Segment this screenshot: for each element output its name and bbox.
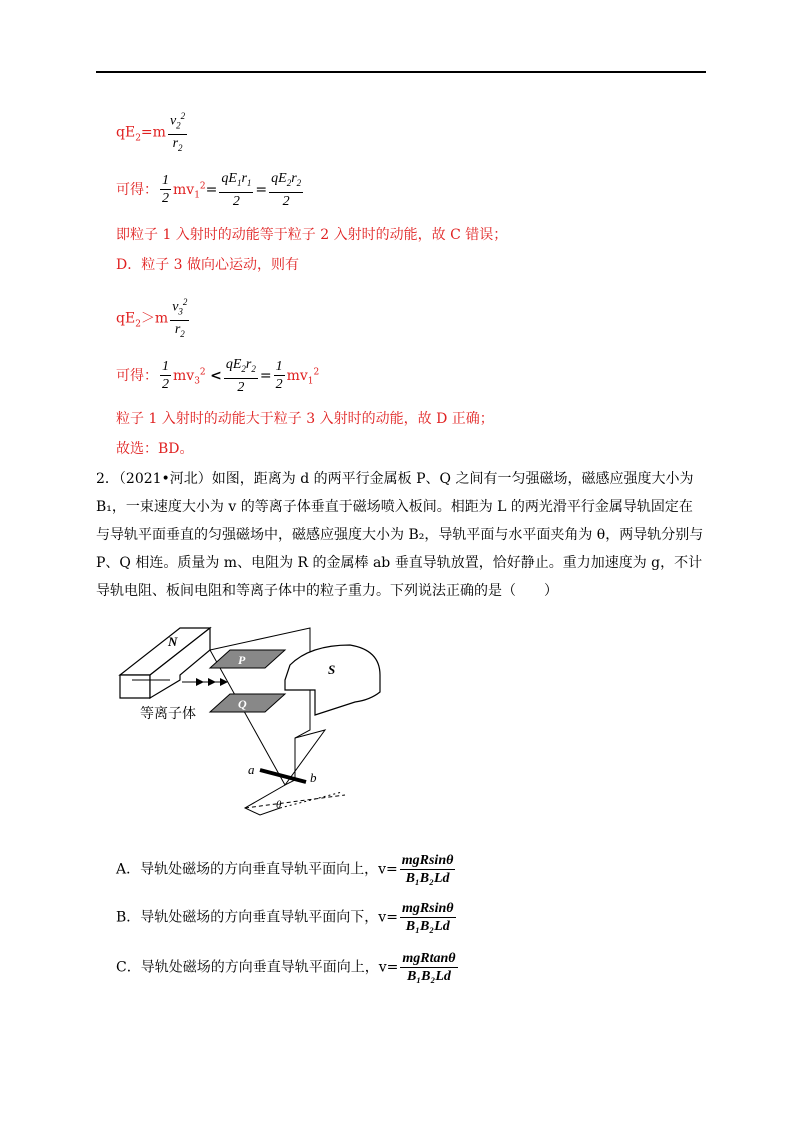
eq2-fraction	[170, 294, 189, 343]
plate-p	[210, 650, 285, 668]
half3-den: 2	[275, 377, 283, 393]
mv-1b: mv	[286, 367, 308, 384]
qE2r2b-q: qE	[225, 357, 242, 372]
eq1-op: =m	[140, 124, 166, 141]
qE2r2b-sub2: 2	[251, 363, 256, 374]
mv-1: mv	[173, 181, 195, 198]
label-b: b	[310, 770, 317, 785]
label-plasma: 等离子体	[140, 706, 196, 722]
label-p: P	[238, 653, 246, 667]
option-a-den: B₁B₂Ld	[405, 871, 450, 886]
half-fraction-1	[160, 172, 171, 207]
eq2-num-sup: 2	[182, 297, 188, 307]
qE2r2-r: r	[291, 171, 297, 186]
eq1-num: v	[169, 113, 177, 129]
mv-1-sup: 2	[199, 181, 206, 192]
mv-1b-sub: 1	[307, 376, 314, 387]
mv-3-sub: 3	[194, 376, 200, 387]
mv-3-sup: 2	[199, 367, 206, 378]
option-c-den: B₁B₂Ld	[406, 969, 451, 984]
label-a: a	[248, 762, 255, 777]
eq2-lhs: qE	[116, 310, 136, 327]
option-c-fraction	[400, 950, 457, 985]
question-2	[96, 465, 706, 605]
eq2-den-sub: 2	[180, 329, 185, 340]
eq1-num-sup: 2	[180, 111, 186, 121]
qE2r2-q: qE	[271, 171, 287, 186]
magnet-s	[285, 645, 380, 715]
option-a-label: A．导轨处磁场的方向垂直导轨平面向上，v=	[116, 861, 398, 878]
half2-den: 2	[162, 377, 169, 393]
option-a-fraction	[400, 852, 456, 887]
mv-1-sub: 1	[194, 190, 200, 201]
option-b-label: B．导轨处磁场的方向垂直导轨平面向下，v=	[116, 909, 398, 926]
label-n: N	[168, 634, 178, 649]
mv-3: mv	[173, 367, 195, 384]
qE1r1-fraction	[219, 170, 253, 210]
eq1-lhs-sub: 2	[135, 133, 141, 144]
keyi-label-1: 可得：	[116, 181, 158, 198]
eq2-num: v	[172, 299, 179, 315]
equation-3	[116, 294, 191, 343]
option-a-num: mgRsinθ	[401, 853, 454, 868]
qE2r2-den: 2	[282, 193, 290, 209]
eq-sign-a: =	[205, 181, 218, 198]
physics-figure	[110, 620, 400, 820]
qE1r1-sub1: 1	[236, 177, 242, 188]
plasma-arrows	[182, 678, 228, 686]
equation-1	[116, 108, 189, 157]
qE2r2-sub1: 2	[286, 177, 292, 188]
solution-line-8: 故选：BD。	[116, 441, 194, 457]
option-b[interactable]	[116, 900, 458, 935]
plate-q	[210, 694, 285, 712]
option-c-label: C．导轨处磁场的方向垂直导轨平面向上，v=	[116, 959, 399, 976]
solution-line-4: D．粒子 3 做向心运动，则有	[116, 257, 300, 273]
equation-4	[116, 356, 319, 396]
qE1r1-den: 2	[232, 193, 240, 209]
half-den: 2	[162, 191, 169, 207]
eq1-num-sub: 2	[176, 120, 181, 131]
qE2r2b-sub1: 2	[241, 363, 246, 374]
lt-sign: <	[210, 367, 222, 384]
option-a[interactable]	[116, 852, 457, 887]
qE2r2b-r: r	[245, 357, 252, 372]
solution-line-7: 粒子 1 入射时的动能大于粒子 3 入射时的动能，故 D 正确；	[116, 411, 494, 427]
qE1r1-q: qE	[221, 171, 237, 186]
question-text: （2021•河北）如图，距离为 d 的两平行金属板 P、Q 之间有一匀强磁场，磁感应强度大小为 B₁，一束速度大小为 v 的等离子体垂直于磁场喷入板间。相距为 L 的两光滑平行金属导轨固定在与导轨平面垂直的匀强磁场中，磁感应强度大小为 B₂，导轨平面与水平面夹角为 θ，两导轨分别与 P、Q 相连。质量为 m、电阻为 R 的金属棒 ab 垂直导轨放置，恰好静止。重力加速度为 g，不计导轨电阻、板间电阻和等离子体中的粒子重力。下列说法正确的是（ ）	[96, 471, 704, 599]
keyi-label-2: 可得：	[116, 367, 158, 384]
label-q: Q	[238, 697, 247, 711]
qE2r2-sub2: 2	[296, 177, 302, 188]
eq1-lhs: qE	[116, 124, 136, 141]
eq-sign-c: =	[259, 367, 272, 384]
solution-line-3: 即粒子 1 入射时的动能等于粒子 2 入射时的动能，故 C 错误；	[116, 227, 508, 243]
eq2-op: ＞m	[140, 310, 169, 327]
qE2r2b-den: 2	[237, 379, 245, 395]
half-num: 1	[162, 173, 169, 189]
qE2r2-fraction	[269, 170, 303, 210]
equation-2	[116, 170, 305, 210]
eq-sign-b: =	[255, 181, 268, 198]
option-c[interactable]	[116, 950, 460, 985]
header-rule	[96, 71, 706, 73]
eq2-num-sub: 3	[178, 306, 183, 317]
qE1r1-r: r	[241, 171, 247, 186]
eq1-den-sub: 2	[178, 143, 183, 154]
half-fraction-3	[274, 358, 285, 393]
label-s: S	[328, 662, 336, 677]
option-b-fraction	[400, 900, 456, 935]
half2-num: 1	[162, 359, 169, 375]
mv-1b-sup: 2	[313, 367, 320, 378]
eq2-lhs-sub: 2	[135, 319, 141, 330]
question-number: 2．	[96, 471, 119, 487]
option-c-num: mgRtanθ	[402, 951, 456, 966]
option-b-num: mgRsinθ	[401, 901, 454, 916]
option-b-den: B₁B₂Ld	[405, 919, 450, 934]
rod-ab	[260, 770, 306, 782]
magnet-n-front	[120, 675, 150, 698]
eq1-den: r	[172, 136, 179, 152]
half-fraction-2	[160, 358, 171, 393]
eq1-fraction	[168, 108, 187, 157]
eq2-den: r	[174, 322, 181, 338]
qE1r1-sub2: 1	[246, 177, 252, 188]
half3-num: 1	[275, 359, 283, 375]
label-theta: θ	[276, 799, 282, 811]
qE2r2-fraction-b	[224, 356, 258, 396]
